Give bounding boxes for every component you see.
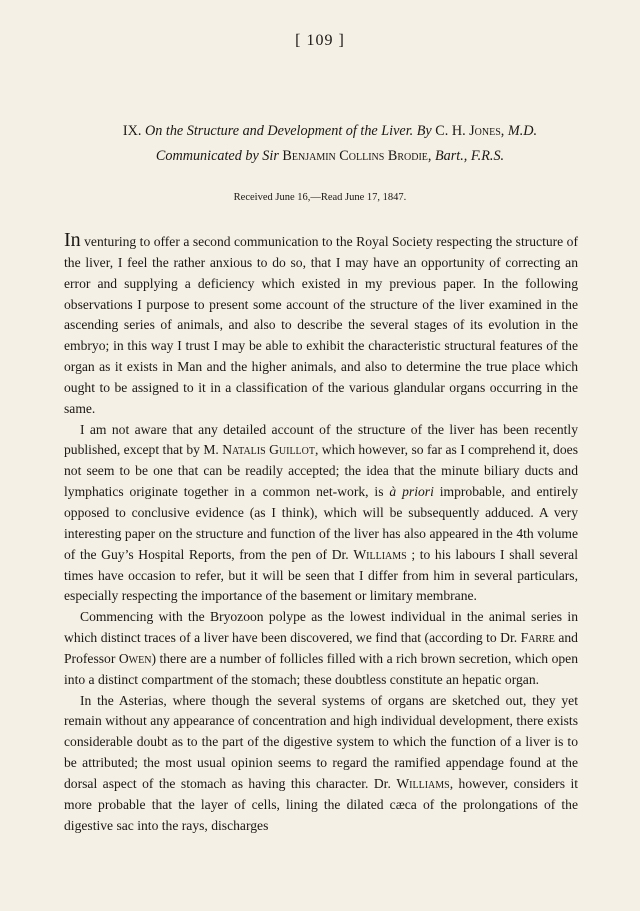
by-label: By [416, 123, 432, 139]
page-number: [ 109 ] [295, 32, 345, 49]
communicator-name: Benjamin Collins Brodie, [282, 148, 432, 164]
paragraph-2-text-a: I am not aware that any detailed account of the structure of the liver has been recently published, except that by M. [64, 421, 578, 458]
communicated-line [60, 144, 600, 169]
communicated-label: Communicated by Sir [155, 148, 279, 164]
article-title-line [60, 119, 600, 144]
paragraph-1 [64, 230, 578, 420]
paragraph-2-text-b: , which however, so far as I comprehend it, does not seem to be one that can be readily accepted; the idea that the minute biliary ducts and lymphatics originate together in a common net-work, is [64, 442, 578, 500]
name-farre: Farre [520, 630, 555, 646]
communicator-titles: Bart., F.R.S. [434, 148, 505, 164]
name-owen: Owen [118, 650, 152, 666]
paragraph-2-text-d: ; to his labours I shall several times have occasion to refer, but it will be seen that I differ from him in several particulars, especially respecting the importance of the basement or limitary membrane. [64, 546, 578, 604]
paragraph-4-text-b: , however, considers it more probable that the layer of cells, lining the dilated cæca of the prolongations of the digestive sac into the rays, discharges [64, 775, 578, 833]
paragraph-4 [64, 691, 578, 837]
paragraph-3-text-c: ) there are a number of follicles filled with a rich brown secretion, which open into a distinct compartment of the stomach; these doubtless constitute an hepatic organ. [64, 650, 578, 687]
article-title: On the Structure and Development of the Liver. [145, 123, 414, 139]
paragraph-2 [64, 420, 578, 608]
received-date: Received June 16,—Read June 17, 1847. [233, 192, 407, 203]
author-degree: M.D. [507, 123, 538, 139]
paragraph-2-text-c: improbable, and entirely opposed to conclusive evidence (as I think), which will be subsequently adduced. A very interesting paper on the structure and function of the liver has also appeared in the 4th volume of the Guy’s Hospital Reports, from the pen of Dr. [64, 484, 578, 562]
article-title-block [60, 119, 600, 169]
drop-cap: In [64, 229, 81, 251]
name-williams: Williams [353, 546, 407, 562]
article-numeral: IX. [122, 123, 142, 139]
name-williams-2: Williams [396, 775, 450, 791]
paragraph-4-text-a: In the Asterias, where though the several systems of organs are sketched out, they yet remain without any appearance of concentration and high individual development, there exists considerable doubt as to the part of the digestive system to which the function of a liver is to be attributed; the most usual opinion seems to regard the ramified appendage found at the dorsal aspect of the stomach as having this character. Dr. [64, 692, 578, 791]
paragraph-3-text-b: and Professor [64, 630, 578, 666]
paragraph-3-text-a: Commencing with the Bryozoon polype as the lowest individual in the animal series in which distinct traces of a liver have been discovered, we find that (according to Dr. [64, 609, 578, 646]
a-priori-italic: à priori [389, 484, 434, 500]
paragraph-3 [64, 607, 578, 690]
article-body [64, 230, 578, 836]
name-natalis-guillot: Natalis Guillot [222, 442, 315, 458]
author-name: C. H. Jones, [435, 123, 505, 139]
paragraph-1-text: venturing to offer a second communication to the Royal Society respecting the structure of the liver, I feel the rather anxious to do so, that I may have an opportunity of correcting an error and supplying a deficiency which existed in my previous paper. In the following observations I purpose to present some account of the structure of the liver examined in the ascending series of animals, and also to describe the several stages of its evolution in the embryo; in this way I trust I may be able to exhibit the characteristic structural features of the organ as it exists in Man and the higher animals, and also to determine the true place which ought to be assigned to it in a classification of the various glandular organs occurring in the same. [64, 234, 578, 416]
